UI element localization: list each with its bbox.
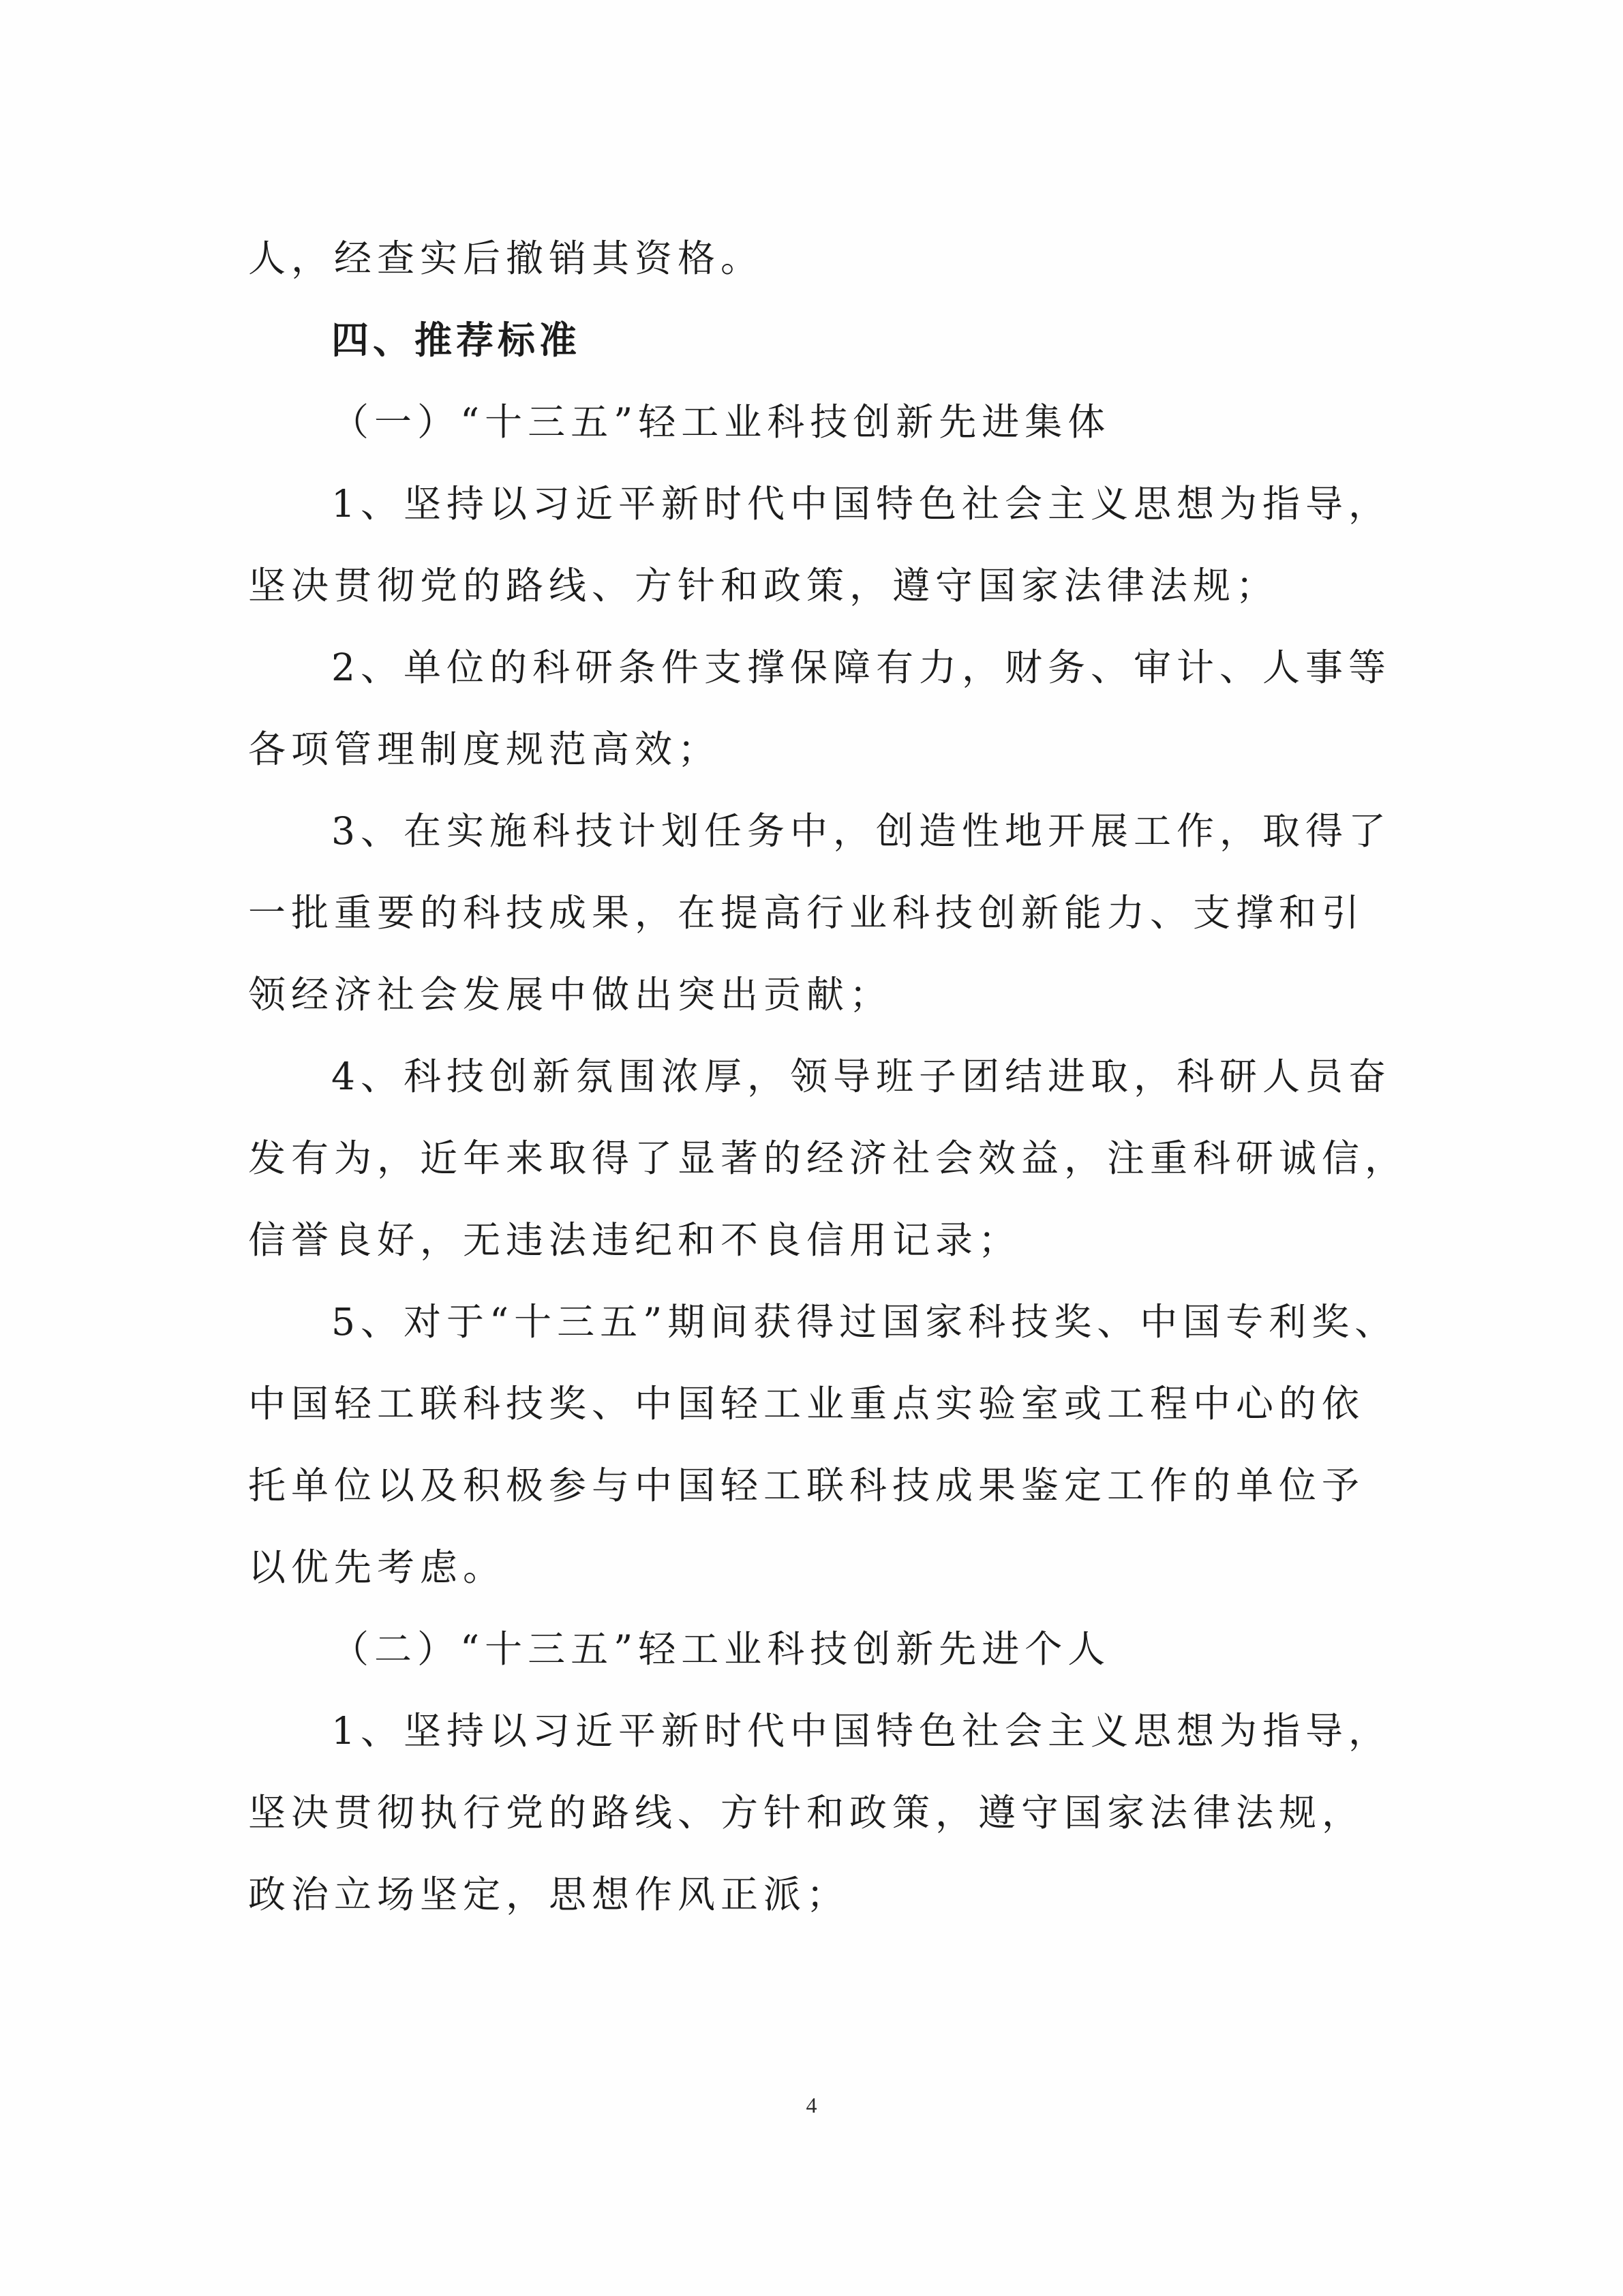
paragraph-line: 发有为，近年来取得了显著的经济社会效益，注重科研诚信， [248,1136,1408,1180]
subsection-heading-advanced-individual: （二）“十三五”轻工业科技创新先进个人 [331,1627,1111,1671]
paragraph-line: 坚决贯彻党的路线、方针和政策，遵守国家法律法规； [248,564,1279,607]
paragraph-line: 政治立场坚定，思想作风正派； [248,1873,850,1916]
paragraph-line: 托单位以及积极参与中国轻工联科技成果鉴定工作的单位予 [248,1464,1365,1507]
paragraph-line: 坚决贯彻执行党的路线、方针和政策，遵守国家法律法规， [248,1791,1365,1834]
page-number: 4 [806,2093,817,2117]
paragraph-line: 4、科技创新氛围浓厚，领导班子团结进取，科研人员奋 [331,1055,1391,1098]
paragraph-line: 3、在实施科技计划任务中，创造性地开展工作，取得了 [331,809,1391,853]
section-heading-recommendation-criteria: 四、推荐标准 [331,318,581,362]
paragraph-line: 以优先考虑。 [248,1545,506,1589]
paragraph-line: 一批重要的科技成果，在提高行业科技创新能力、支撑和引 [248,891,1365,935]
paragraph-line: 领经济社会发展中做出突出贡献； [248,973,893,1016]
text-line-continuation: 人，经查实后撤销其资格。 [248,237,764,280]
subsection-heading-advanced-collective: （一）“十三五”轻工业科技创新先进集体 [331,400,1111,444]
paragraph-line: 1、坚持以习近平新时代中国特色社会主义思想为指导， [331,482,1391,526]
paragraph-line: 2、单位的科研条件支撑保障有力，财务、审计、人事等 [331,646,1391,689]
paragraph-line: 各项管理制度规范高效； [248,727,721,771]
paragraph-line: 中国轻工联科技奖、中国轻工业重点实验室或工程中心的依 [248,1382,1365,1425]
paragraph-line: 1、坚持以习近平新时代中国特色社会主义思想为指导， [331,1709,1391,1753]
paragraph-line: 5、对于“十三五”期间获得过国家科技奖、中国专利奖、 [331,1300,1398,1344]
paragraph-line: 信誉良好，无违法违纪和不良信用记录； [248,1218,1022,1262]
